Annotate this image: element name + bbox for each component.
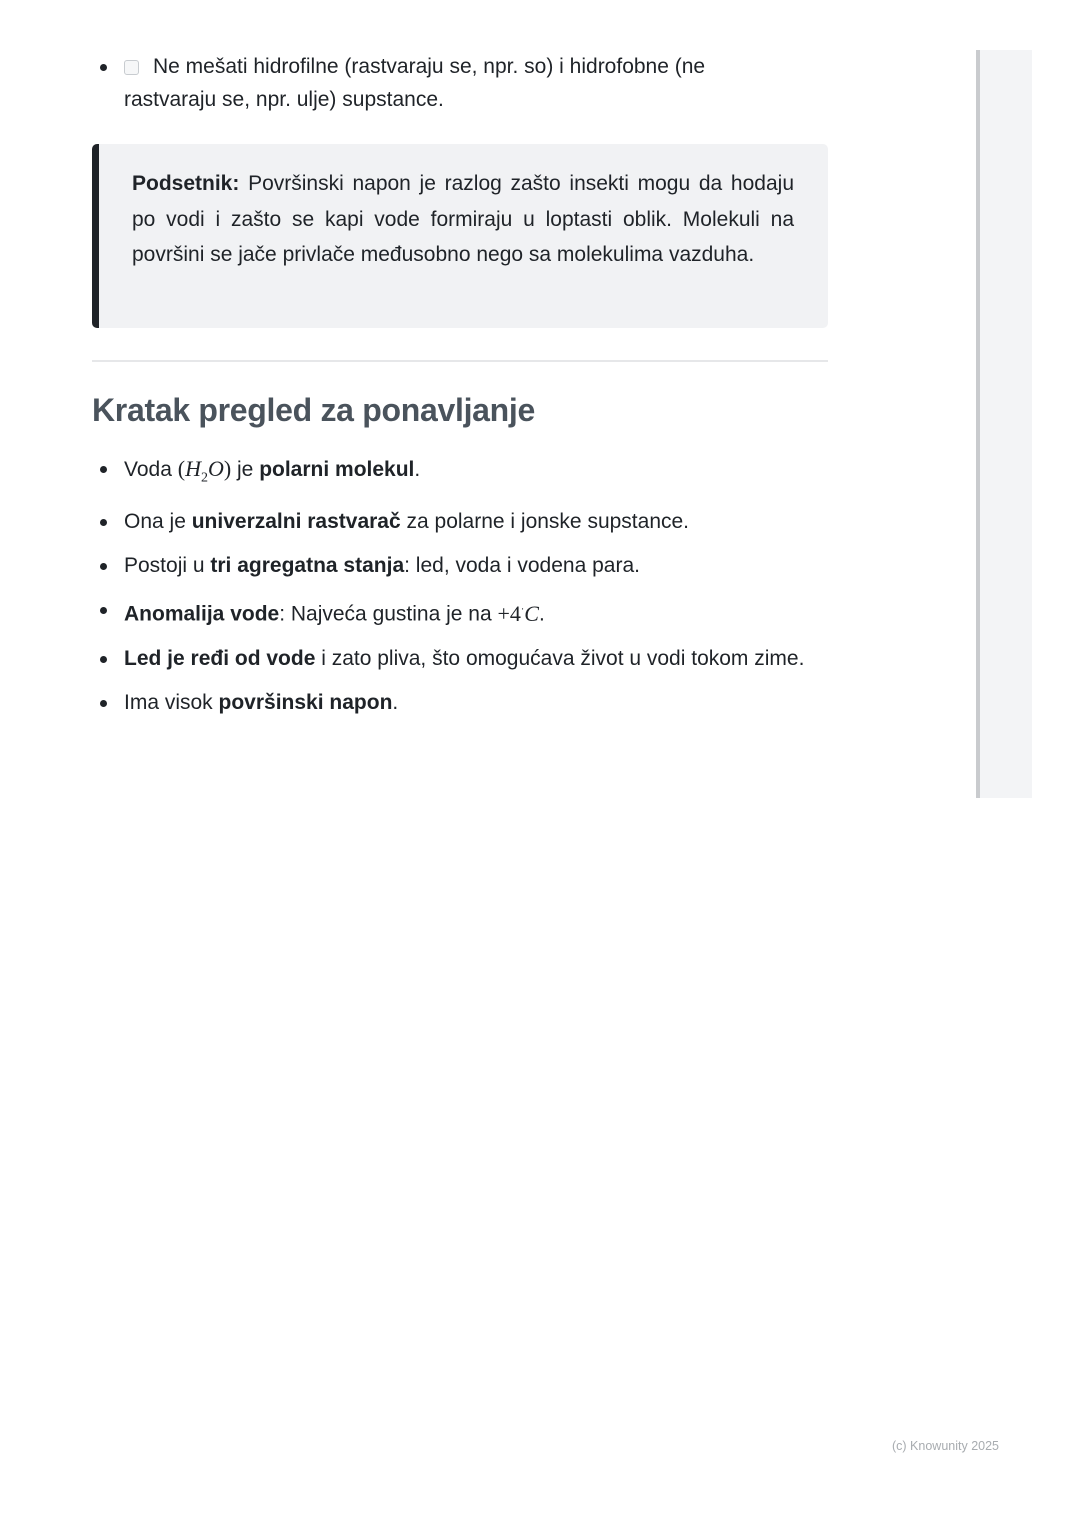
- top-bullet-list: [92, 50, 792, 116]
- paren: ): [223, 456, 232, 481]
- text: Postoji u: [124, 554, 211, 578]
- bold-text: Anomalija vode: [124, 602, 280, 626]
- degree: ·: [520, 604, 525, 616]
- text: : Najveća gustina je na: [279, 602, 498, 626]
- subscript: 2: [200, 470, 208, 486]
- paren: (: [177, 456, 186, 481]
- callout-body: Površinski napon je razlog zašto insekti mogu da hodaju po vodi i zašto se kapi vode formiraju u loptasti oblik. Molekuli na površini se jače privlače međusobno nego sa molekulima vazduha.: [132, 172, 794, 266]
- section-heading: Kratak pregled za ponavljanje: [92, 392, 536, 428]
- bullet-icon: [100, 607, 107, 614]
- bullet-icon: [100, 700, 107, 707]
- section-divider: [92, 360, 828, 362]
- bullet-icon: [100, 656, 107, 663]
- task-checkbox[interactable]: [124, 60, 139, 75]
- side-panel-scrollbar[interactable]: [976, 50, 1032, 798]
- bold-text: tri agregatna stanja: [210, 554, 405, 578]
- bold-text: Led je ređi od vode: [124, 646, 316, 670]
- unit: C: [524, 600, 539, 626]
- formula-temperature: [498, 601, 539, 626]
- bold-text: univerzalni rastvarač: [191, 510, 401, 534]
- text: za polarne i jonske supstance.: [400, 510, 690, 534]
- bullet-icon: [100, 519, 107, 526]
- bold-text: polarni molekul: [259, 458, 415, 481]
- symbol: O: [207, 456, 224, 481]
- callout-text: [132, 166, 794, 273]
- text: Ona je: [124, 510, 192, 534]
- bullet-icon: [100, 466, 107, 473]
- list-item: [92, 642, 812, 675]
- list-item: [92, 549, 812, 582]
- text: : led, voda i vodena para.: [404, 554, 640, 578]
- list-item: [92, 593, 812, 630]
- text: .: [538, 602, 545, 626]
- list-item: [92, 505, 812, 538]
- text: .: [392, 690, 399, 714]
- text: je: [231, 458, 260, 481]
- value: +4: [497, 600, 521, 626]
- text: i zato pliva, što omogućava život u vodi tokom zime.: [315, 646, 805, 670]
- bullet-icon: [100, 563, 107, 570]
- text: Voda: [124, 458, 178, 481]
- list-item: [92, 50, 792, 116]
- reminder-callout: [92, 144, 828, 328]
- text: .: [414, 458, 421, 481]
- copyright-footer: (c) Knowunity 2025: [892, 1439, 1000, 1453]
- symbol: H: [185, 456, 201, 481]
- summary-list: [92, 452, 812, 730]
- formula-h2o: [177, 456, 232, 486]
- bullet-icon: [100, 64, 107, 71]
- list-item: [92, 686, 812, 719]
- list-item-text: Ne mešati hidrofilne (rastvaraju se, npr. so) i hidrofobne (ne rastvaraju se, npr. ulje) supstance.: [124, 55, 706, 111]
- callout-label: Podsetnik:: [132, 172, 240, 195]
- list-item: [92, 452, 812, 494]
- text: Ima visok: [124, 690, 219, 714]
- bold-text: površinski napon: [218, 690, 393, 714]
